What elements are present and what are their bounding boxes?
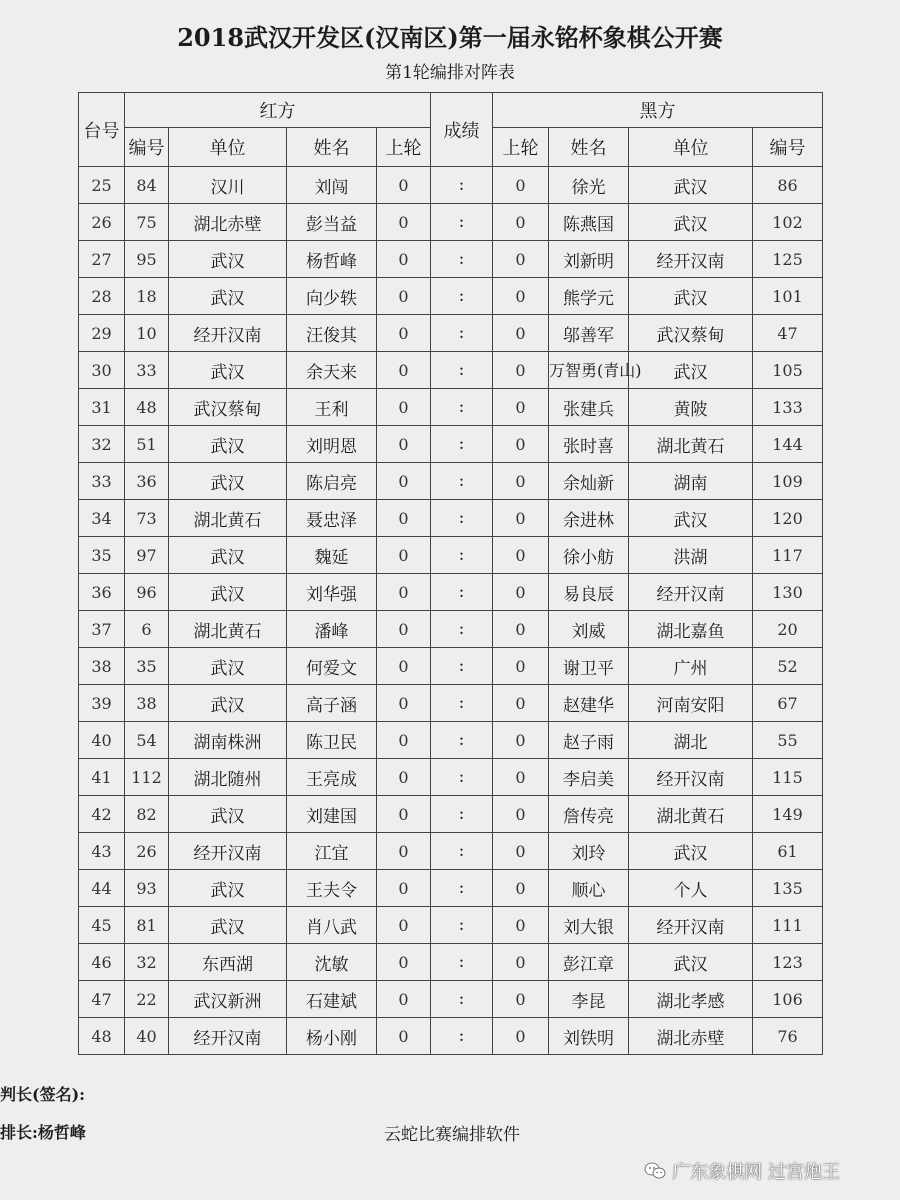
board-cell: 32 — [79, 426, 125, 463]
red-unit-cell: 武汉 — [169, 907, 287, 944]
result-cell: : — [431, 759, 493, 796]
black-prev-cell: 0 — [493, 907, 549, 944]
black-no-cell: 20 — [753, 611, 823, 648]
red-no-cell: 84 — [125, 167, 169, 204]
table-row — [79, 981, 823, 1018]
table-row — [79, 685, 823, 722]
red-name-cell: 高子涵 — [287, 685, 377, 722]
red-name-cell: 王夫令 — [287, 870, 377, 907]
red-no-cell: 112 — [125, 759, 169, 796]
header-board: 台号 — [79, 93, 125, 167]
red-prev-cell: 0 — [377, 352, 431, 389]
black-no-cell: 101 — [753, 278, 823, 315]
result-cell: : — [431, 167, 493, 204]
board-cell: 43 — [79, 833, 125, 870]
pairing-rows — [79, 167, 823, 1055]
black-prev-cell: 0 — [493, 500, 549, 537]
table-row — [79, 722, 823, 759]
page-title: 2018武汉开发区(汉南区)第一届永铭杯象棋公开赛 — [177, 23, 723, 52]
black-unit-cell: 武汉 — [629, 167, 753, 204]
black-name-cell: 熊学元 — [549, 278, 629, 315]
red-no-cell: 54 — [125, 722, 169, 759]
red-name-cell: 王利 — [287, 389, 377, 426]
red-unit-cell: 湖北随州 — [169, 759, 287, 796]
board-cell: 45 — [79, 907, 125, 944]
black-no-cell: 55 — [753, 722, 823, 759]
red-prev-cell: 0 — [377, 241, 431, 278]
black-unit-cell: 湖南 — [629, 463, 753, 500]
black-unit-cell: 个人 — [629, 870, 753, 907]
red-unit-cell: 武汉 — [169, 648, 287, 685]
red-no-cell: 96 — [125, 574, 169, 611]
black-name-cell: 彭江章 — [549, 944, 629, 981]
black-no-cell: 135 — [753, 870, 823, 907]
black-name-cell: 李启美 — [549, 759, 629, 796]
black-unit-cell: 河南安阳 — [629, 685, 753, 722]
black-prev-cell: 0 — [493, 944, 549, 981]
black-unit-cell: 武汉蔡甸 — [629, 315, 753, 352]
red-name-cell: 潘峰 — [287, 611, 377, 648]
board-cell: 35 — [79, 537, 125, 574]
red-unit-cell: 经开汉南 — [169, 833, 287, 870]
black-unit-cell: 武汉 — [629, 278, 753, 315]
black-prev-cell: 0 — [493, 648, 549, 685]
black-name-cell: 刘玲 — [549, 833, 629, 870]
black-no-cell: 61 — [753, 833, 823, 870]
black-no-cell: 105 — [753, 352, 823, 389]
board-cell: 26 — [79, 204, 125, 241]
result-cell: : — [431, 204, 493, 241]
result-cell: : — [431, 426, 493, 463]
red-name-cell: 陈启亮 — [287, 463, 377, 500]
red-prev-cell: 0 — [377, 204, 431, 241]
red-no-cell: 93 — [125, 870, 169, 907]
black-name-cell: 邬善军 — [549, 315, 629, 352]
board-cell: 47 — [79, 981, 125, 1018]
red-no-cell: 40 — [125, 1018, 169, 1055]
black-unit-cell: 武汉 — [629, 500, 753, 537]
red-unit-cell: 湖北黄石 — [169, 500, 287, 537]
board-cell: 39 — [79, 685, 125, 722]
black-name-cell: 徐光 — [549, 167, 629, 204]
table-row — [79, 389, 823, 426]
result-cell: : — [431, 389, 493, 426]
red-prev-cell: 0 — [377, 759, 431, 796]
black-no-cell: 109 — [753, 463, 823, 500]
red-prev-cell: 0 — [377, 574, 431, 611]
table-row — [79, 463, 823, 500]
referee-signature-label: 判长(签名): — [0, 1085, 86, 1104]
table-row — [79, 278, 823, 315]
result-cell: : — [431, 685, 493, 722]
black-unit-cell: 经开汉南 — [629, 241, 753, 278]
result-cell: : — [431, 648, 493, 685]
black-prev-cell: 0 — [493, 870, 549, 907]
board-cell: 37 — [79, 611, 125, 648]
red-unit-cell: 武汉 — [169, 574, 287, 611]
black-prev-cell: 0 — [493, 796, 549, 833]
red-no-cell: 36 — [125, 463, 169, 500]
red-unit-cell: 武汉蔡甸 — [169, 389, 287, 426]
board-cell: 34 — [79, 500, 125, 537]
red-prev-cell: 0 — [377, 944, 431, 981]
red-unit-cell: 武汉新洲 — [169, 981, 287, 1018]
red-name-cell: 江宜 — [287, 833, 377, 870]
software-credit: 云蛇比赛编排软件 — [384, 1125, 520, 1145]
black-no-cell: 111 — [753, 907, 823, 944]
red-unit-cell: 东西湖 — [169, 944, 287, 981]
table-row — [79, 537, 823, 574]
header-red-no: 编号 — [125, 128, 169, 167]
red-no-cell: 33 — [125, 352, 169, 389]
black-prev-cell: 0 — [493, 611, 549, 648]
table-row — [79, 241, 823, 278]
result-cell: : — [431, 537, 493, 574]
red-name-cell: 刘华强 — [287, 574, 377, 611]
black-name-cell: 陈燕国 — [549, 204, 629, 241]
table-row — [79, 907, 823, 944]
table-row — [79, 167, 823, 204]
red-no-cell: 35 — [125, 648, 169, 685]
black-no-cell: 117 — [753, 537, 823, 574]
red-no-cell: 18 — [125, 278, 169, 315]
black-unit-cell: 湖北黄石 — [629, 796, 753, 833]
result-cell: : — [431, 574, 493, 611]
red-unit-cell: 经开汉南 — [169, 315, 287, 352]
result-cell: : — [431, 500, 493, 537]
red-name-cell: 王亮成 — [287, 759, 377, 796]
header-red-side: 红方 — [125, 93, 431, 128]
red-name-cell: 杨小刚 — [287, 1018, 377, 1055]
table-row — [79, 352, 823, 389]
red-prev-cell: 0 — [377, 796, 431, 833]
table-row — [79, 944, 823, 981]
red-no-cell: 51 — [125, 426, 169, 463]
table-row — [79, 833, 823, 870]
black-unit-cell: 武汉 — [629, 833, 753, 870]
black-name-cell: 顺心 — [549, 870, 629, 907]
red-no-cell: 38 — [125, 685, 169, 722]
red-unit-cell: 湖北黄石 — [169, 611, 287, 648]
black-name-cell: 易良辰 — [549, 574, 629, 611]
red-prev-cell: 0 — [377, 167, 431, 204]
black-name-cell: 谢卫平 — [549, 648, 629, 685]
board-cell: 29 — [79, 315, 125, 352]
black-name-cell: 赵子雨 — [549, 722, 629, 759]
board-cell: 30 — [79, 352, 125, 389]
table-row — [79, 1018, 823, 1055]
black-name-cell: 刘铁明 — [549, 1018, 629, 1055]
black-prev-cell: 0 — [493, 759, 549, 796]
red-no-cell: 75 — [125, 204, 169, 241]
black-prev-cell: 0 — [493, 463, 549, 500]
black-name-cell: 刘大银 — [549, 907, 629, 944]
black-name-cell: 余灿新 — [549, 463, 629, 500]
red-name-cell: 沈敏 — [287, 944, 377, 981]
result-cell: : — [431, 907, 493, 944]
red-unit-cell: 汉川 — [169, 167, 287, 204]
black-unit-cell: 洪湖 — [629, 537, 753, 574]
black-no-cell: 106 — [753, 981, 823, 1018]
red-name-cell: 刘建国 — [287, 796, 377, 833]
black-name-cell: 赵建华 — [549, 685, 629, 722]
black-no-cell: 67 — [753, 685, 823, 722]
black-unit-cell: 湖北孝感 — [629, 981, 753, 1018]
black-unit-cell: 广州 — [629, 648, 753, 685]
red-no-cell: 95 — [125, 241, 169, 278]
red-prev-cell: 0 — [377, 426, 431, 463]
red-no-cell: 32 — [125, 944, 169, 981]
red-name-cell: 刘闯 — [287, 167, 377, 204]
result-cell: : — [431, 833, 493, 870]
red-name-cell: 何爱文 — [287, 648, 377, 685]
header-black-no: 编号 — [753, 128, 823, 167]
red-prev-cell: 0 — [377, 315, 431, 352]
result-cell: : — [431, 463, 493, 500]
black-prev-cell: 0 — [493, 537, 549, 574]
black-prev-cell: 0 — [493, 426, 549, 463]
arranger-label: 排长:杨哲峰 — [0, 1123, 86, 1142]
red-prev-cell: 0 — [377, 907, 431, 944]
red-unit-cell: 武汉 — [169, 463, 287, 500]
red-no-cell: 81 — [125, 907, 169, 944]
red-no-cell: 97 — [125, 537, 169, 574]
red-no-cell: 10 — [125, 315, 169, 352]
red-prev-cell: 0 — [377, 537, 431, 574]
red-no-cell: 73 — [125, 500, 169, 537]
red-prev-cell: 0 — [377, 389, 431, 426]
black-unit-cell: 武汉 — [629, 944, 753, 981]
header-red-name: 姓名 — [287, 128, 377, 167]
table-row — [79, 500, 823, 537]
board-cell: 25 — [79, 167, 125, 204]
header-red-unit: 单位 — [169, 128, 287, 167]
black-name-cell: 徐小舫 — [549, 537, 629, 574]
header-black-side: 黑方 — [493, 93, 823, 128]
board-cell: 36 — [79, 574, 125, 611]
red-name-cell: 彭当益 — [287, 204, 377, 241]
black-name-cell: 张时喜 — [549, 426, 629, 463]
red-prev-cell: 0 — [377, 611, 431, 648]
result-cell: : — [431, 1018, 493, 1055]
red-prev-cell: 0 — [377, 278, 431, 315]
red-unit-cell: 湖北赤壁 — [169, 204, 287, 241]
red-prev-cell: 0 — [377, 685, 431, 722]
board-cell: 48 — [79, 1018, 125, 1055]
black-unit-cell: 湖北黄石 — [629, 426, 753, 463]
header-black-name: 姓名 — [549, 128, 629, 167]
table-row — [79, 315, 823, 352]
red-name-cell: 汪俊其 — [287, 315, 377, 352]
red-prev-cell: 0 — [377, 981, 431, 1018]
red-no-cell: 48 — [125, 389, 169, 426]
board-cell: 40 — [79, 722, 125, 759]
red-name-cell: 石建斌 — [287, 981, 377, 1018]
header-result: 成绩 — [431, 93, 493, 167]
black-unit-cell: 武汉 — [629, 352, 753, 389]
board-cell: 41 — [79, 759, 125, 796]
black-prev-cell: 0 — [493, 389, 549, 426]
red-unit-cell: 武汉 — [169, 278, 287, 315]
red-unit-cell: 武汉 — [169, 796, 287, 833]
red-name-cell: 陈卫民 — [287, 722, 377, 759]
black-unit-cell: 湖北赤壁 — [629, 1018, 753, 1055]
black-name-cell: 余进林 — [549, 500, 629, 537]
red-name-cell: 杨哲峰 — [287, 241, 377, 278]
red-no-cell: 22 — [125, 981, 169, 1018]
table-row — [79, 759, 823, 796]
red-no-cell: 82 — [125, 796, 169, 833]
red-prev-cell: 0 — [377, 833, 431, 870]
result-cell: : — [431, 722, 493, 759]
black-prev-cell: 0 — [493, 352, 549, 389]
black-name-cell: 刘威 — [549, 611, 629, 648]
black-no-cell: 120 — [753, 500, 823, 537]
black-prev-cell: 0 — [493, 574, 549, 611]
header-red-prev: 上轮 — [377, 128, 431, 167]
board-cell: 28 — [79, 278, 125, 315]
board-cell: 44 — [79, 870, 125, 907]
red-unit-cell: 经开汉南 — [169, 1018, 287, 1055]
black-name-cell: 李昆 — [549, 981, 629, 1018]
watermark — [644, 1158, 840, 1184]
table-row — [79, 648, 823, 685]
black-name-cell: 张建兵 — [549, 389, 629, 426]
black-prev-cell: 0 — [493, 1018, 549, 1055]
black-no-cell: 47 — [753, 315, 823, 352]
table-row — [79, 796, 823, 833]
black-prev-cell: 0 — [493, 315, 549, 352]
red-prev-cell: 0 — [377, 1018, 431, 1055]
black-name-cell: 万智勇(青山) — [549, 352, 629, 389]
table-row — [79, 204, 823, 241]
black-prev-cell: 0 — [493, 241, 549, 278]
black-unit-cell: 经开汉南 — [629, 907, 753, 944]
red-prev-cell: 0 — [377, 722, 431, 759]
black-no-cell: 123 — [753, 944, 823, 981]
board-cell: 38 — [79, 648, 125, 685]
result-cell: : — [431, 315, 493, 352]
red-unit-cell: 湖南株洲 — [169, 722, 287, 759]
result-cell: : — [431, 241, 493, 278]
black-prev-cell: 0 — [493, 685, 549, 722]
result-cell: : — [431, 611, 493, 648]
black-no-cell: 115 — [753, 759, 823, 796]
black-unit-cell: 湖北 — [629, 722, 753, 759]
black-prev-cell: 0 — [493, 981, 549, 1018]
page-subtitle: 第1轮编排对阵表 — [385, 63, 515, 83]
red-unit-cell: 武汉 — [169, 241, 287, 278]
black-prev-cell: 0 — [493, 278, 549, 315]
header-black-unit: 单位 — [629, 128, 753, 167]
black-no-cell: 125 — [753, 241, 823, 278]
red-unit-cell: 武汉 — [169, 426, 287, 463]
black-no-cell: 133 — [753, 389, 823, 426]
board-cell: 31 — [79, 389, 125, 426]
black-prev-cell: 0 — [493, 833, 549, 870]
black-no-cell: 130 — [753, 574, 823, 611]
red-unit-cell: 武汉 — [169, 537, 287, 574]
black-name-cell: 詹传亮 — [549, 796, 629, 833]
red-name-cell: 余天来 — [287, 352, 377, 389]
red-no-cell: 6 — [125, 611, 169, 648]
red-no-cell: 26 — [125, 833, 169, 870]
result-cell: : — [431, 981, 493, 1018]
watermark-text: 广东象棋网 过宫炮王 — [672, 1162, 840, 1183]
red-name-cell: 魏延 — [287, 537, 377, 574]
black-name-cell: 刘新明 — [549, 241, 629, 278]
red-prev-cell: 0 — [377, 648, 431, 685]
red-name-cell: 聂忠泽 — [287, 500, 377, 537]
black-no-cell: 144 — [753, 426, 823, 463]
red-name-cell: 刘明恩 — [287, 426, 377, 463]
pairing-table — [78, 92, 823, 1055]
black-no-cell: 76 — [753, 1018, 823, 1055]
black-unit-cell: 武汉 — [629, 204, 753, 241]
black-unit-cell: 湖北嘉鱼 — [629, 611, 753, 648]
red-unit-cell: 武汉 — [169, 870, 287, 907]
red-name-cell: 肖八武 — [287, 907, 377, 944]
red-prev-cell: 0 — [377, 500, 431, 537]
board-cell: 33 — [79, 463, 125, 500]
red-prev-cell: 0 — [377, 463, 431, 500]
black-no-cell: 149 — [753, 796, 823, 833]
red-unit-cell: 武汉 — [169, 685, 287, 722]
result-cell: : — [431, 944, 493, 981]
result-cell: : — [431, 870, 493, 907]
table-row — [79, 611, 823, 648]
result-cell: : — [431, 796, 493, 833]
black-unit-cell: 黄陂 — [629, 389, 753, 426]
result-cell: : — [431, 278, 493, 315]
table-row — [79, 426, 823, 463]
header-black-prev: 上轮 — [493, 128, 549, 167]
result-cell: : — [431, 352, 493, 389]
board-cell: 46 — [79, 944, 125, 981]
board-cell: 42 — [79, 796, 125, 833]
black-no-cell: 52 — [753, 648, 823, 685]
black-prev-cell: 0 — [493, 204, 549, 241]
black-unit-cell: 经开汉南 — [629, 574, 753, 611]
black-no-cell: 102 — [753, 204, 823, 241]
board-cell: 27 — [79, 241, 125, 278]
black-unit-cell: 经开汉南 — [629, 759, 753, 796]
table-row — [79, 574, 823, 611]
red-unit-cell: 武汉 — [169, 352, 287, 389]
wechat-icon — [644, 1162, 666, 1180]
black-no-cell: 86 — [753, 167, 823, 204]
red-name-cell: 向少轶 — [287, 278, 377, 315]
red-prev-cell: 0 — [377, 870, 431, 907]
table-row — [79, 870, 823, 907]
black-prev-cell: 0 — [493, 722, 549, 759]
black-prev-cell: 0 — [493, 167, 549, 204]
